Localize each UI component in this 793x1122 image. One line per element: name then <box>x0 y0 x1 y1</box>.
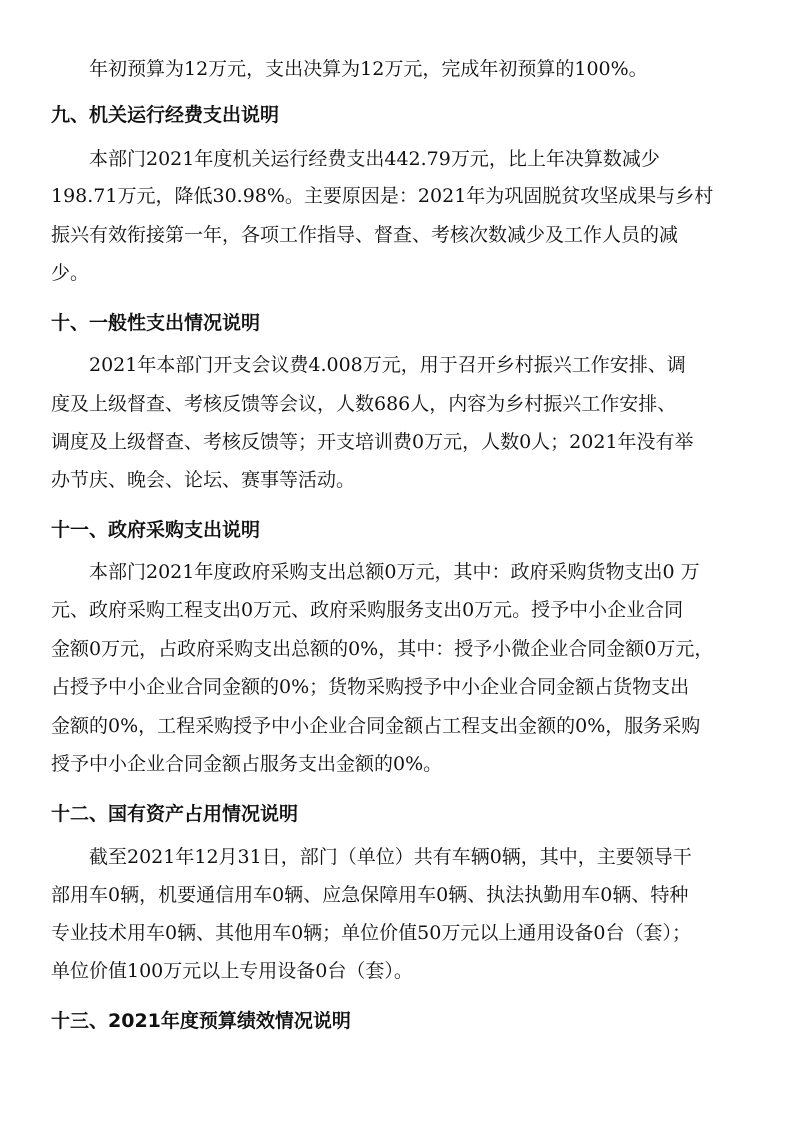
section-heading-13: 十三、2021年度预算绩效情况说明 <box>51 1010 351 1032</box>
section-11-line-4: 占授予中小企业合同金额的0%；货物采购授予中小企业合同金额占货物支出 <box>51 676 690 698</box>
section-9-line-3: 振兴有效衔接第一年，各项工作指导、督查、考核次数减少及工作人员的减 <box>51 224 679 246</box>
section-heading-12: 十二、国有资产占用情况说明 <box>51 803 299 825</box>
section-11-line-5: 金额的0%，工程采购授予中小企业合同金额占工程支出金额的0%，服务采购 <box>51 715 701 737</box>
section-10-line-2: 度及上级督查、考核反馈等会议，人数686人，内容为乡村振兴工作安排、 <box>51 393 677 415</box>
section-11-line-6: 授予中小企业合同金额占服务支出金额的0%。 <box>51 753 443 775</box>
section-12-line-2: 部用车0辆，机要通信用车0辆、应急保障用车0辆、执法执勤用车0辆、特种 <box>51 884 689 906</box>
section-10-line-1: 2021年本部门开支会议费4.008万元，用于召开乡村振兴工作安排、调 <box>89 354 686 376</box>
section-heading-11: 十一、政府采购支出说明 <box>51 519 261 541</box>
section-10-line-4: 办节庆、晚会、论坛、赛事等活动。 <box>51 469 356 491</box>
section-12-line-1: 截至2021年12月31日，部门（单位）共有车辆0辆，其中，主要领导干 <box>89 846 692 868</box>
section-11-line-1: 本部门2021年度政府采购支出总额0万元，其中：政府采购货物支出0 万 <box>89 561 700 583</box>
section-11-line-3: 金额0万元，占政府采购支出总额的0%，其中：授予小微企业合同金额0万元， <box>51 638 714 660</box>
section-9-line-4: 少。 <box>51 262 90 284</box>
section-10-line-3: 调度及上级督查、考核反馈等；开支培训费0万元，人数0人；2021年没有举 <box>51 431 694 453</box>
section-heading-9: 九、机关运行经费支出说明 <box>51 104 280 126</box>
section-12-line-3: 专业技术用车0辆、其他用车0辆；单位价值50万元以上通用设备0台（套）； <box>51 922 691 944</box>
intro-paragraph-line: 年初预算为12万元，支出决算为12万元，完成年初预算的100%。 <box>89 58 648 80</box>
section-9-line-2: 198.71万元，降低30.98%。主要原因是：2021年为巩固脱贫攻坚成果与乡村 <box>51 185 714 207</box>
section-12-line-4: 单位价值100万元以上专用设备0台（套）。 <box>51 960 413 982</box>
section-9-line-1: 本部门2021年度机关运行经费支出442.79万元，比上年决算数减少 <box>89 148 660 170</box>
section-11-line-2: 元、政府采购工程支出0万元、政府采购服务支出0万元。授予中小企业合同 <box>51 599 684 621</box>
section-heading-10: 十、一般性支出情况说明 <box>51 312 261 334</box>
